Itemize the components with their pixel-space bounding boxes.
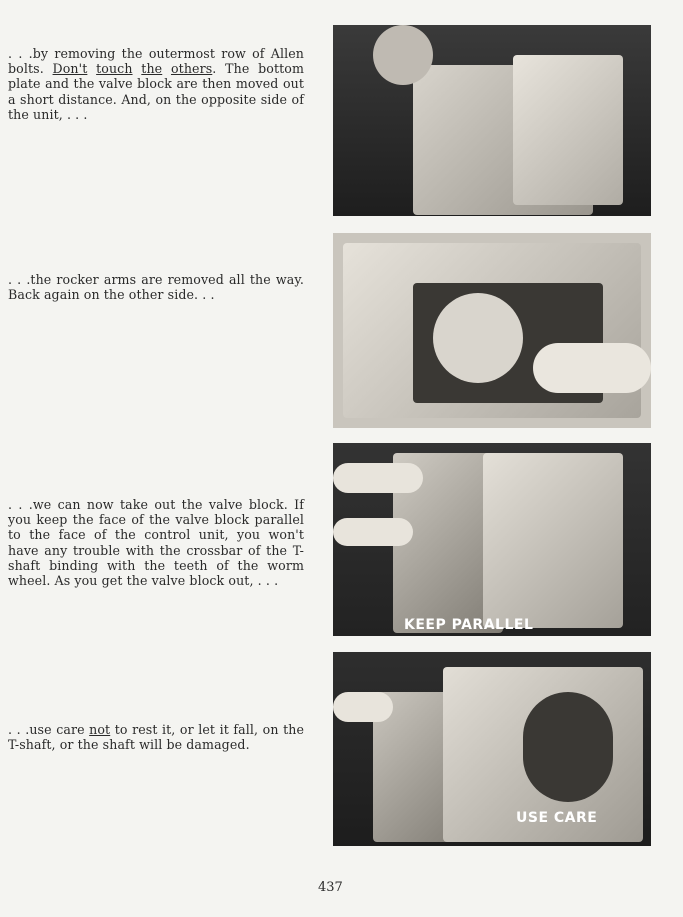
text: . . .by removing the outermost row of Allen bolts. — [8, 46, 304, 77]
underlined-text: not — [89, 722, 111, 737]
text: . . .use care — [8, 722, 90, 737]
photo-1 — [333, 25, 651, 216]
text: . The bottom plate and the valve block are then moved out a short distance. And, on the opposite side of the unit, . . . — [8, 61, 305, 122]
paragraph-3: . . .we can now take out the valve block. If you keep the face of the valve block parallel to the face of the control unit, you won't have any trouble with the crossbar of the T-shaft binding with the teeth of the worm wheel. As you get the valve block out, . . . — [8, 497, 304, 589]
photo-4 — [333, 652, 651, 846]
photo-3 — [333, 443, 651, 636]
photo-2 — [333, 233, 651, 428]
paragraph-2: . . .the rocker arms are removed all the way. Back again on the other side. . . — [8, 272, 304, 303]
underlined-text: touch — [96, 61, 133, 77]
underlined-text: others — [170, 61, 213, 77]
underlined-text: the — [141, 61, 163, 77]
underlined-text: Don't — [52, 61, 88, 77]
photo-caption: KEEP PARALLEL — [404, 617, 534, 633]
photo-caption: USE CARE — [516, 810, 598, 826]
paragraph-4 — [8, 722, 304, 752]
page-number: 437 — [318, 880, 343, 895]
paragraph-1 — [8, 46, 304, 122]
text: to rest it, or let it fall, on the T-shaft, or the shaft will be damaged. — [8, 722, 304, 753]
